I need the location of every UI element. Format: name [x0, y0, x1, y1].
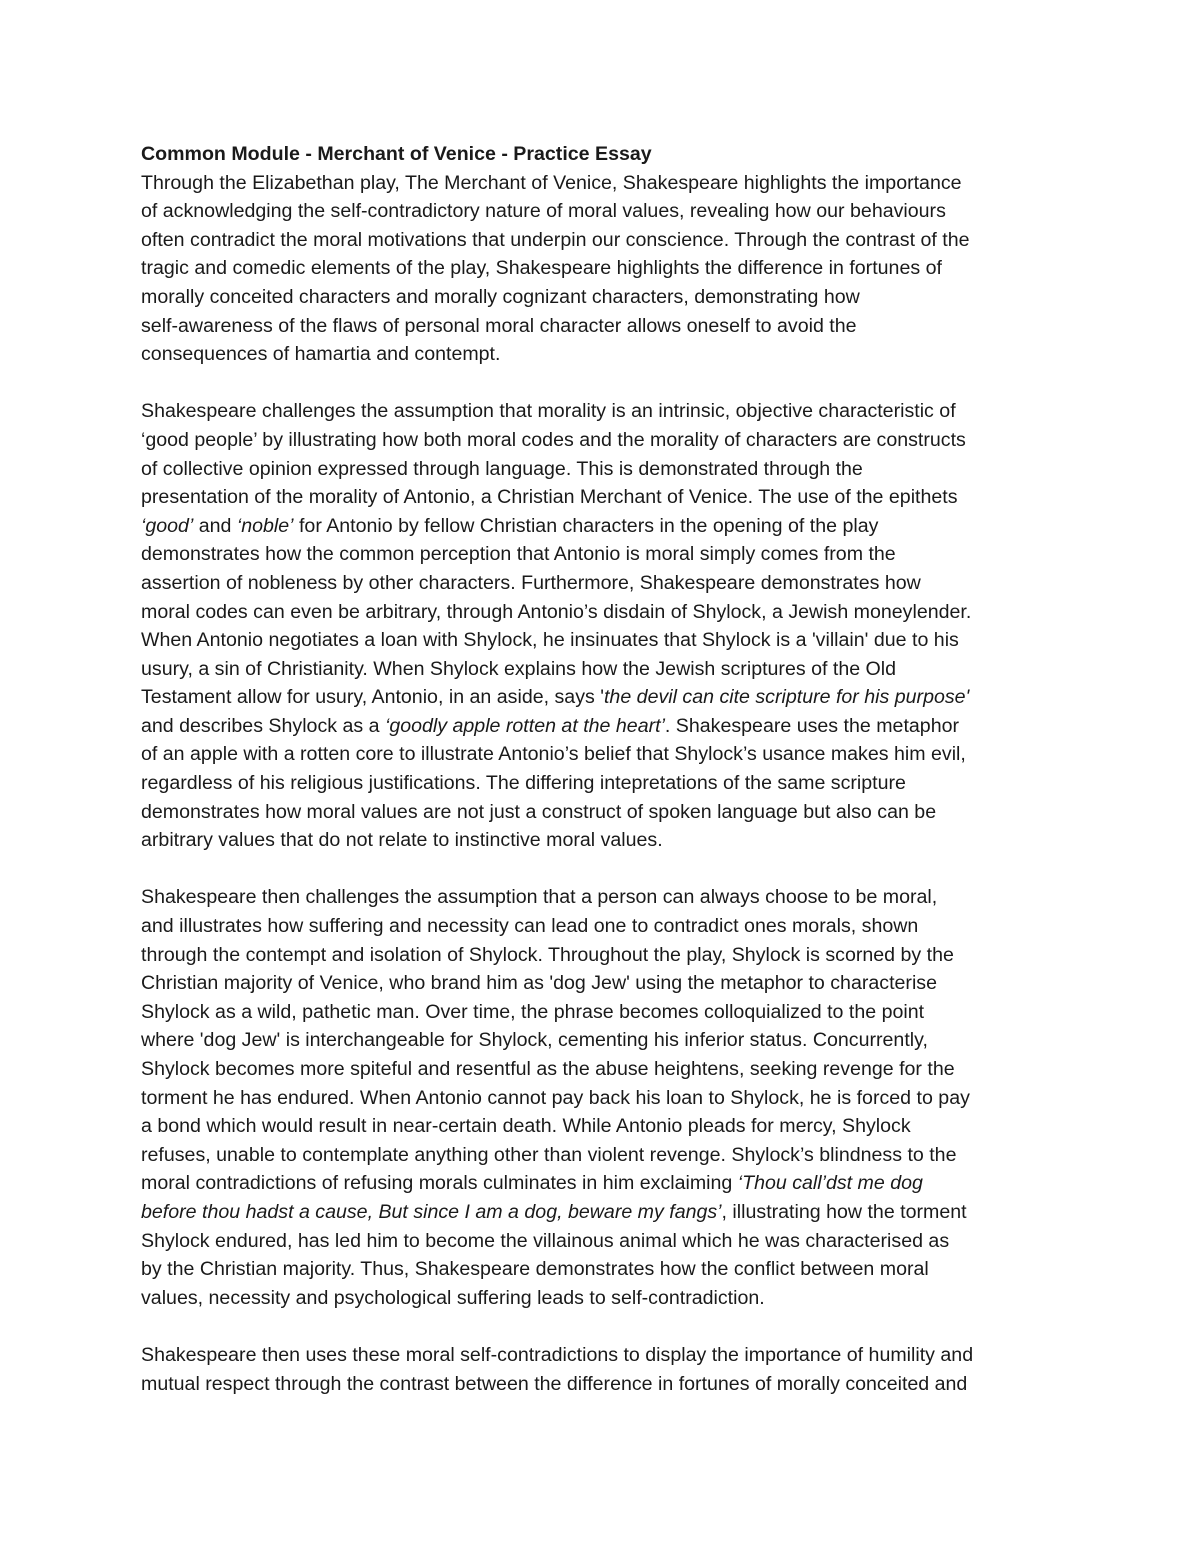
essay-body [141, 140, 1081, 1427]
text-line [141, 1227, 1081, 1256]
text-line [141, 1255, 1081, 1284]
body-text: for Antonio by fellow Christian characters in the opening of the play [293, 514, 879, 537]
body-text: by the Christian majority. Thus, Shakespeare demonstrates how the conflict between moral [141, 1258, 929, 1281]
body-text: self-awareness of the flaws of personal moral character allows oneself to avoid the [141, 314, 857, 337]
body-text: assertion of nobleness by other characters. Furthermore, Shakespeare demonstrates how [141, 571, 921, 594]
body-text: where 'dog Jew' is interchangeable for Shylock, cementing his inferior status. Concurrently, [141, 1029, 928, 1052]
text-line [141, 512, 1081, 541]
text-line [141, 226, 1081, 255]
text-line [141, 740, 1081, 769]
body-text: presentation of the morality of Antonio, a Christian Merchant of Venice. The use of the epithets [141, 486, 958, 509]
text-line [141, 826, 1081, 855]
text-line [141, 883, 1081, 912]
text-line [141, 340, 1081, 369]
text-line [141, 1055, 1081, 1084]
body-text: Testament allow for usury, Antonio, in an aside, says ' [141, 686, 604, 709]
body-text: ‘good people’ by illustrating how both moral codes and the morality of characters are constructs [141, 428, 966, 451]
text-line [141, 1141, 1081, 1170]
text-line [141, 683, 1081, 712]
text-line [141, 598, 1081, 627]
text-line [141, 540, 1081, 569]
essay-paragraph [141, 1341, 1081, 1398]
essay-title: Common Module - Merchant of Venice - Practice Essay [141, 143, 652, 165]
body-text: Through the Elizabethan play, The Merchant of Venice, Shakespeare highlights the importance [141, 171, 962, 194]
body-text: mutual respect through the contrast between the difference in fortunes of morally conceited and [141, 1372, 968, 1395]
text-line [141, 1084, 1081, 1113]
text-line [141, 969, 1081, 998]
essay-paragraphs [141, 169, 1081, 1399]
text-line [141, 569, 1081, 598]
text-line [141, 397, 1081, 426]
body-text: tragic and comedic elements of the play, Shakespeare highlights the difference in fortunes of [141, 257, 942, 280]
text-line [141, 998, 1081, 1027]
essay-paragraph [141, 397, 1081, 855]
body-text: demonstrates how moral values are not just a construct of spoken language but also can be [141, 800, 937, 823]
text-line [141, 254, 1081, 283]
essay-paragraph [141, 883, 1081, 1312]
quote-text: before thou hadst a cause, But since I am a dog, beware my fangs’ [141, 1200, 722, 1223]
text-line [141, 1341, 1081, 1370]
body-text: demonstrates how the common perception that Antonio is moral simply comes from the [141, 543, 896, 566]
body-text: and [193, 514, 237, 537]
body-text: refuses, unable to contemplate anything other than violent revenge. Shylock’s blindness to the [141, 1143, 957, 1166]
text-line [141, 1284, 1081, 1313]
quote-text: ‘goodly apple rotten at the heart’ [384, 714, 665, 737]
body-text: and describes Shylock as a [141, 714, 385, 737]
quote-text: the devil can cite scripture for his purpose' [603, 686, 970, 709]
text-line [141, 655, 1081, 684]
text-line [141, 483, 1081, 512]
text-line [141, 169, 1081, 198]
text-line [141, 1169, 1081, 1198]
body-text: Shylock endured, has led him to become the villainous animal which he was characterised as [141, 1229, 950, 1252]
body-text: of acknowledging the self-contradictory nature of moral values, revealing how our behaviours [141, 200, 946, 223]
text-line [141, 283, 1081, 312]
text-line [141, 312, 1081, 341]
text-line [141, 1026, 1081, 1055]
body-text: usury, a sin of Christianity. When Shylock explains how the Jewish scriptures of the Old [141, 657, 897, 680]
text-line [141, 1198, 1081, 1227]
body-text: values, necessity and psychological suffering leads to self-contradiction. [141, 1286, 765, 1309]
body-text: regardless of his religious justifications. The differing intepretations of the same scripture [141, 772, 906, 795]
text-line [141, 426, 1081, 455]
body-text: often contradict the moral motivations that underpin our conscience. Through the contrast of the [141, 228, 970, 251]
body-text: Shakespeare challenges the assumption that morality is an intrinsic, objective characteristic of [141, 400, 956, 423]
text-line [141, 712, 1081, 741]
text-line [141, 912, 1081, 941]
text-line [141, 769, 1081, 798]
body-text: through the contempt and isolation of Shylock. Throughout the play, Shylock is scorned by the [141, 943, 954, 966]
body-text: consequences of hamartia and contempt. [141, 343, 501, 366]
text-line [141, 1370, 1081, 1399]
body-text: of collective opinion expressed through language. This is demonstrated through the [141, 457, 863, 480]
text-line [141, 798, 1081, 827]
body-text: . Shakespeare uses the metaphor [664, 714, 960, 737]
body-text: arbitrary values that do not relate to instinctive moral values. [141, 829, 663, 852]
body-text: a bond which would result in near-certain death. While Antonio pleads for mercy, Shylock [141, 1115, 911, 1138]
body-text: Shylock as a wild, pathetic man. Over time, the phrase becomes colloquialized to the point [141, 1000, 925, 1023]
body-text: Shylock becomes more spiteful and resentful as the abuse heightens, seeking revenge for the [141, 1058, 955, 1080]
body-text: torment he has endured. When Antonio cannot pay back his loan to Shylock, he is forced to pay [141, 1086, 970, 1109]
text-line [141, 1112, 1081, 1141]
text-line [141, 626, 1081, 655]
essay-paragraph [141, 169, 1081, 369]
body-text: and illustrates how suffering and necessity can lead one to contradict ones morals, shown [141, 915, 919, 938]
body-text: , illustrating how the torment [721, 1200, 967, 1223]
body-text: Christian majority of Venice, who brand him as 'dog Jew' using the metaphor to characterise [141, 972, 937, 995]
body-text: When Antonio negotiates a loan with Shylock, he insinuates that Shylock is a 'villain' due to his [141, 629, 959, 652]
body-text: moral codes can even be arbitrary, through Antonio’s disdain of Shylock, a Jewish moneylender. [141, 600, 972, 623]
body-text: Shakespeare then challenges the assumption that a person can always choose to be moral, [141, 886, 938, 909]
quote-text: ‘Thou call’dst me dog [737, 1172, 923, 1195]
text-line [141, 197, 1081, 226]
text-line [141, 455, 1081, 484]
body-text: moral contradictions of refusing morals culminates in him exclaiming [141, 1172, 738, 1195]
quote-text: ‘good’ [141, 514, 194, 537]
body-text: Shakespeare then uses these moral self-contradictions to display the importance of humility and [141, 1343, 974, 1366]
quote-text: ‘noble’ [236, 514, 294, 537]
text-line [141, 941, 1081, 970]
body-text: of an apple with a rotten core to illustrate Antonio’s belief that Shylock’s usance makes him evil, [141, 743, 966, 766]
body-text: morally conceited characters and morally cognizant characters, demonstrating how [141, 285, 860, 308]
